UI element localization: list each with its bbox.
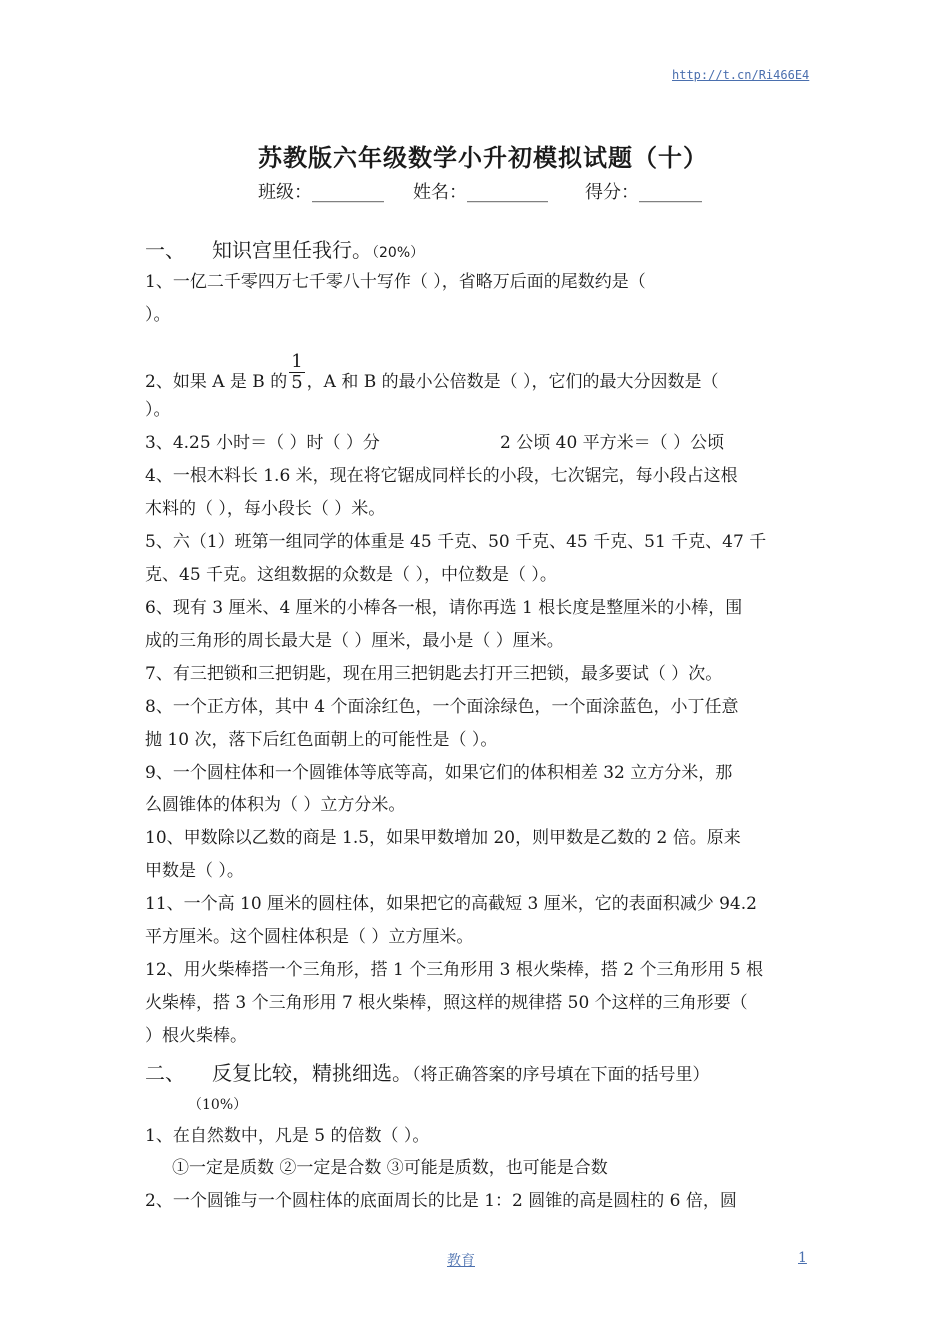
question-2-suffix: ，A 和 B 的最小公倍数是（ ），它们的最大分因数是（ <box>306 372 719 392</box>
section2-question-1: 1、在自然数中，凡是 5 的倍数（ ）。 <box>145 1126 430 1146</box>
section2-question-1-options: ①一定是质数 ②一定是合数 ③可能是质数，也可能是合数 <box>172 1158 608 1178</box>
question-2-line-1 <box>145 351 719 403</box>
question-1-line-1: 1、一亿二千零四万七千零八十写作（ ），省略万后面的尾数约是（ <box>145 272 646 292</box>
question-11-line-1: 11、一个高 10 厘米的圆柱体，如果把它的高截短 3 厘米，它的表面积减少 94.2 <box>145 894 757 914</box>
question-9-line-1: 9、一个圆柱体和一个圆锥体等底等高，如果它们的体积相差 32 立方分米，那 <box>145 763 733 783</box>
question-7-line-1: 7、有三把锁和三把钥匙，现在用三把钥匙去打开三把锁，最多要试（ ）次。 <box>145 664 723 684</box>
question-12-line-3: ）根火柴棒。 <box>145 1026 247 1046</box>
question-9-line-2: 么圆锥体的体积为（ ）立方分米。 <box>145 795 406 815</box>
question-2-line-2: ）。 <box>145 400 171 420</box>
footer-label[interactable]: 教育 <box>447 1253 475 1269</box>
question-1-line-2: ）。 <box>145 305 171 325</box>
question-5-line-1: 5、六（1）班第一组同学的体重是 45 千克、50 千克、45 千克、51 千克、47 千 <box>145 532 767 552</box>
question-2-prefix: 2、如果 A 是 B 的 <box>145 372 288 392</box>
question-5-line-2: 克、45 千克。这组数据的众数是（ ），中位数是（ ）。 <box>145 565 557 585</box>
section2-question-2-line-1: 2、一个圆锥与一个圆柱体的底面周长的比是 1：2 圆锥的高是圆柱的 6 倍，圆 <box>145 1191 737 1211</box>
question-12-line-1: 12、用火柴棒搭一个三角形，搭 1 个三角形用 3 根火柴棒，搭 2 个三角形用 5 根 <box>145 960 764 980</box>
fraction-denominator: 5 <box>291 372 303 393</box>
fraction-numerator: 1 <box>291 351 303 372</box>
fraction-one-fifth <box>289 352 304 393</box>
section1-number: 一、 <box>145 238 185 262</box>
score-field: 得分：_______ <box>585 182 702 203</box>
section2-note: （将正确答案的序号填在下面的括号里） <box>412 1065 710 1085</box>
question-12-line-2: 火柴棒，搭 3 个三角形用 7 根火柴棒，照这样的规律搭 50 个这样的三角形要（ <box>145 993 748 1013</box>
section2-heading <box>212 1057 710 1086</box>
section1-heading-text: 知识宫里任我行。 <box>212 238 372 262</box>
name-field: 姓名：_________ <box>413 182 548 203</box>
question-3-part-b: 2 公顷 40 平方米＝（ ）公顷 <box>500 433 725 453</box>
question-8-line-2: 抛 10 次，落下后红色面朝上的可能性是（ ）。 <box>145 730 498 750</box>
section2-number: 二、 <box>145 1061 185 1085</box>
page-title: 苏教版六年级数学小升初模拟试题（十） <box>258 144 708 172</box>
section1-points: （20%） <box>372 245 425 261</box>
class-field: 班级：________ <box>258 182 384 203</box>
question-4-line-2: 木料的（ ），每小段长（ ）米。 <box>145 499 386 519</box>
question-10-line-2: 甲数是（ ）。 <box>145 861 244 881</box>
question-10-line-1: 10、甲数除以乙数的商是 1.5，如果甲数增加 20，则甲数是乙数的 2 倍。原来 <box>145 828 741 848</box>
page-number: 1 <box>798 1250 807 1266</box>
question-11-line-2: 平方厘米。这个圆柱体积是（ ）立方厘米。 <box>145 927 474 947</box>
section2-heading-text: 反复比较，精挑细选。 <box>212 1061 412 1085</box>
header-link[interactable]: http://t.cn/Ri466E4 <box>672 68 810 82</box>
question-6-line-1: 6、现有 3 厘米、4 厘米的小棒各一根，请你再选 1 根长度是整厘米的小棒，围 <box>145 598 743 618</box>
question-3-part-a: 3、4.25 小时＝（ ）时（ ）分 <box>145 433 380 453</box>
question-8-line-1: 8、一个正方体，其中 4 个面涂红色，一个面涂绿色，一个面涂蓝色，小丁任意 <box>145 697 739 717</box>
question-6-line-2: 成的三角形的周长最大是（ ）厘米，最小是（ ）厘米。 <box>145 631 564 651</box>
question-4-line-1: 4、一根木料长 1.6 米，现在将它锯成同样长的小段，七次锯完，每小段占这根 <box>145 466 738 486</box>
section1-heading <box>212 234 424 263</box>
section2-points: （10%） <box>188 1097 248 1113</box>
